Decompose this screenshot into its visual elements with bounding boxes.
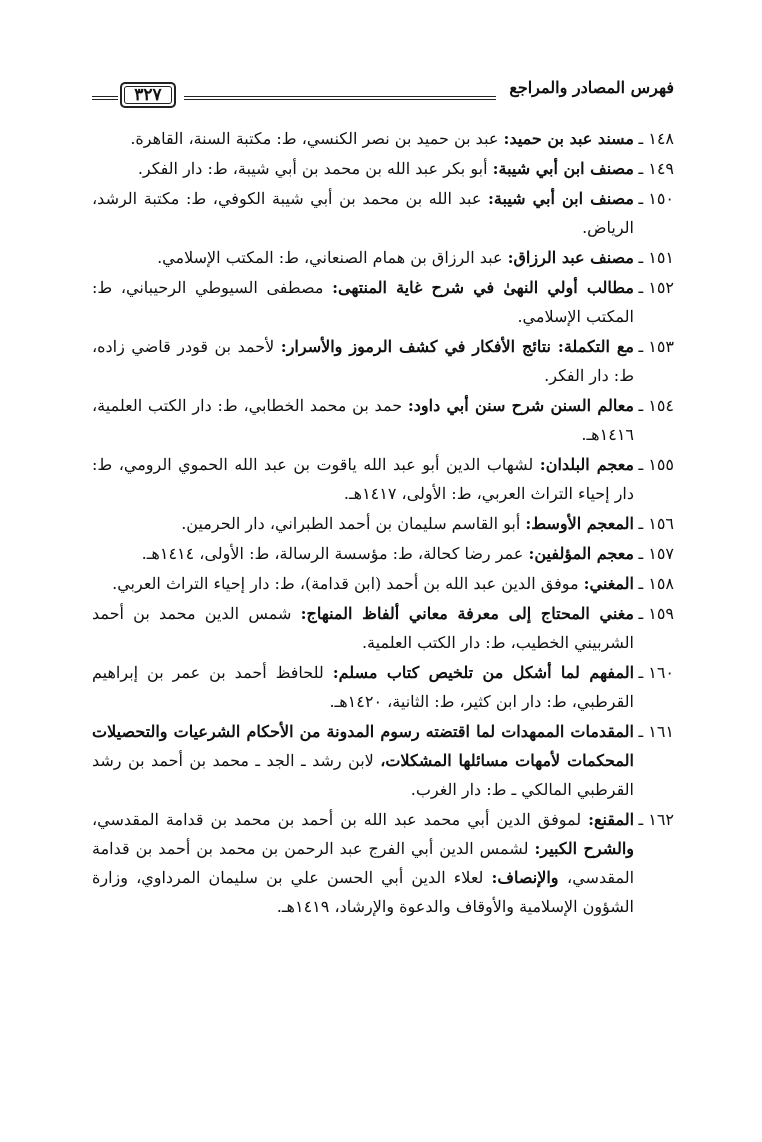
header-rule-left bbox=[92, 96, 118, 100]
entry-title: مع التكملة: نتائج الأفكار في كشف الرموز والأسرار: bbox=[280, 337, 635, 356]
entry-title: مسند عبد بن حميد: bbox=[503, 129, 634, 148]
entry-text: عبد الله بن محمد بن أبي شيبة الكوفي، ط: مكتبة الرشد، الرياض. bbox=[92, 189, 634, 237]
entry-title: مصنف ابن أبي شيبة: bbox=[488, 189, 635, 208]
bibliography-entry bbox=[92, 509, 674, 538]
bibliography-entry bbox=[92, 124, 674, 153]
entry-number: ١٥٦ ـ bbox=[638, 514, 674, 533]
entry-title: مصنف عبد الرزاق: bbox=[507, 248, 634, 267]
entry-title: المغني: bbox=[583, 574, 634, 593]
page-header bbox=[92, 62, 674, 122]
entry-text: لأحمد بن قودر قاضي زاده، ط: دار الفكر. bbox=[92, 337, 634, 385]
bibliography-entry bbox=[92, 184, 674, 242]
entry-title: مصنف ابن أبي شيبة: bbox=[492, 159, 634, 178]
entry-number: ١٥٢ ـ bbox=[638, 278, 674, 297]
entry-title: المعجم الأوسط: bbox=[525, 514, 634, 533]
bibliography-entry bbox=[92, 658, 674, 716]
entry-text: لشمس الدين أبي الفرج عبد الرحمن بن محمد بن أحمد بن قدامة المقدسي، bbox=[92, 839, 635, 887]
entry-text: عبد بن حميد بن نصر الكنسي، ط: مكتبة السنة، القاهرة. bbox=[130, 129, 504, 148]
bibliography-entry bbox=[92, 717, 674, 804]
entry-title: المفهم لما أشكل من تلخيص كتاب مسلم: bbox=[332, 663, 635, 682]
entry-text: لشهاب الدين أبو عبد الله ياقوت بن عبد الله الحموي الرومي، ط: دار إحياء التراث العربي، ط: الأولى، ١٤١٧هـ. bbox=[92, 455, 634, 503]
page-number-text: ٣٢٧ bbox=[134, 85, 162, 105]
entry-title: معجم البلدان: bbox=[539, 455, 635, 474]
bibliography-entry bbox=[92, 569, 674, 598]
header-rule bbox=[184, 96, 496, 100]
entry-text: عمر رضا كحالة، ط: مؤسسة الرسالة، ط: الأولى، ١٤١٤هـ. bbox=[141, 544, 529, 563]
entry-title: معجم المؤلفين: bbox=[528, 544, 634, 563]
entry-number: ١٦٠ ـ bbox=[638, 663, 674, 682]
entry-title: معالم السنن شرح سنن أبي داود: bbox=[407, 396, 635, 415]
entry-number: ١٥٠ ـ bbox=[638, 189, 674, 208]
entry-number: ١٥٣ ـ bbox=[638, 337, 674, 356]
entry-number: ١٥٥ ـ bbox=[638, 455, 674, 474]
entry-text: لعلاء الدين أبي الحسن علي بن سليمان المرداوي، وزارة الشؤون الإسلامية والأوقاف والدعوة والإرشاد، ١٤١٩هـ. bbox=[92, 868, 634, 916]
page-number bbox=[120, 82, 176, 108]
bibliography-entry bbox=[92, 391, 674, 449]
entry-title: المقنع: bbox=[588, 810, 635, 829]
entry-text: أبو القاسم سليمان بن أحمد الطبراني، دار الحرمين. bbox=[181, 514, 526, 533]
entry-number: ١٥٤ ـ bbox=[638, 396, 674, 415]
entry-text: للحافظ أحمد بن عمر بن إبراهيم القرطبي، ط: دار ابن كثير، ط: الثانية، ١٤٢٠هـ. bbox=[92, 663, 634, 711]
entry-text: لابن رشد ـ الجد ـ محمد بن أحمد بن رشد القرطبي المالكي ـ ط: دار الغرب. bbox=[92, 751, 634, 799]
entry-title: والإنصاف: bbox=[491, 868, 568, 887]
bibliography-entry bbox=[92, 154, 674, 183]
entry-number: ١٤٩ ـ bbox=[638, 159, 674, 178]
bibliography-entry bbox=[92, 450, 674, 508]
entry-title: مطالب أولي النهىٰ في شرح غاية المنتهى: bbox=[332, 278, 634, 297]
entry-number: ١٥٧ ـ bbox=[638, 544, 674, 563]
entry-number: ١٦٢ ـ bbox=[638, 810, 674, 829]
bibliography-entry bbox=[92, 599, 674, 657]
entry-text: شمس الدين محمد بن أحمد الشربيني الخطيب، ط: دار الكتب العلمية. bbox=[92, 604, 634, 652]
bibliography-entry bbox=[92, 332, 674, 390]
entry-number: ١٥١ ـ bbox=[638, 248, 674, 267]
entry-number: ١٦١ ـ bbox=[638, 722, 674, 741]
bibliography-list bbox=[92, 124, 674, 921]
entry-text: أبو بكر عبد الله بن محمد بن أبي شيبة، ط: دار الفكر. bbox=[137, 159, 493, 178]
entry-title: المقدمات الممهدات لما اقتضته رسوم المدونة من الأحكام الشرعيات والتحصيلات المحكمات لأمهات مسائلها المشكلات، bbox=[92, 722, 635, 770]
entry-number: ١٤٨ ـ bbox=[638, 129, 674, 148]
entry-text: مصطفى السيوطي الرحيباني، ط: المكتب الإسلامي. bbox=[92, 278, 634, 326]
bibliography-entry bbox=[92, 539, 674, 568]
entry-title: مغني المحتاج إلى معرفة معاني ألفاظ المنهاج: bbox=[300, 604, 634, 623]
entry-text: حمد بن محمد الخطابي، ط: دار الكتب العلمية، ١٤١٦هـ. bbox=[92, 396, 634, 444]
entry-text: عبد الرزاق بن همام الصنعاني، ط: المكتب الإسلامي. bbox=[157, 248, 508, 267]
bibliography-entry bbox=[92, 243, 674, 272]
running-title: فهرس المصادر والمراجع bbox=[509, 78, 674, 97]
bibliography-entry bbox=[92, 273, 674, 331]
entry-text: موفق الدين عبد الله بن أحمد (ابن قدامة)، ط: دار إحياء التراث العربي. bbox=[112, 574, 584, 593]
entry-title: والشرح الكبير: bbox=[534, 839, 635, 858]
bibliography-entry bbox=[92, 805, 674, 921]
entry-number: ١٥٨ ـ bbox=[638, 574, 674, 593]
entry-number: ١٥٩ ـ bbox=[638, 604, 674, 623]
entry-text: لموفق الدين أبي محمد عبد الله بن أحمد بن محمد بن قدامة المقدسي، bbox=[92, 810, 589, 829]
page bbox=[92, 62, 674, 1142]
